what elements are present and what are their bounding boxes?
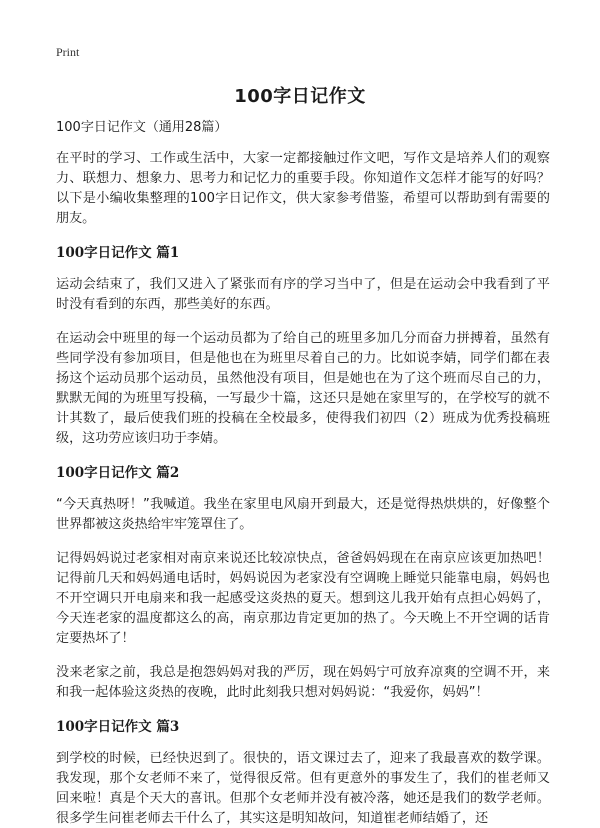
document-title: 100字日记作文 [234, 86, 366, 107]
print-link[interactable]: Print [56, 45, 80, 59]
paragraph: 在运动会中班里的每一个运动员都为了给自己的班里多加几分而奋力拼搏着，虽然有些同学没有参加项目，但是他也在为班里尽着自己的力。比如说李婧，同学们都在表扬这个运动员那个运动员，虽然他没有项目，但是她也在为了这个班而尽自己的力，默默无闻的为班里写投稿，一写最少十篇，这还只是她在家里写的，在学校写的就不计其数了，最后使我们班的投稿在全校最多，使得我们初四（2）班成为优秀投稿班级，这功劳应该归功于李婧。 [56, 331, 550, 446]
section-heading: 100字日记作文 篇3 [56, 719, 180, 735]
paragraph: “今天真热呀！”我喊道。我坐在家里电风扇开到最大，还是觉得热烘烘的，好像整个世界都被这炎热给牢牢笼罩住了。 [56, 497, 550, 532]
paragraph: 没来老家之前，我总是抱怨妈妈对我的严厉，现在妈妈宁可放弃凉爽的空调不开，来和我一起体验这炎热的夜晚，此时此刻我只想对妈妈说：“我爱你，妈妈”！ [56, 665, 550, 700]
section-heading: 100字日记作文 篇1 [56, 245, 180, 261]
document-body [56, 118, 550, 828]
intro-paragraph: 在平时的学习、工作或生活中，大家一定都接触过作文吧，写作文是培养人们的观察力、联想力、想象力、思考力和记忆力的重要手段。你知道作文怎样才能写的好吗？以下是小编收集整理的100字日记作文，供大家参考借鉴，希望可以帮助到有需要的朋友。 [56, 151, 550, 226]
document-subtitle: 100字日记作文（通用28篇） [56, 120, 228, 135]
section-heading: 100字日记作文 篇2 [56, 465, 180, 481]
paragraph: 运动会结束了，我们又进入了紧张而有序的学习当中了，但是在运动会中我看到了平时没有看到的东西，那些美好的东西。 [56, 277, 550, 312]
paragraph: 记得妈妈说过老家相对南京来说还比较凉快点，爸爸妈妈现在在南京应该更加热吧！记得前几天和妈妈通电话时，妈妈说因为老家没有空调晚上睡觉只能靠电扇，妈妈也不开空调只开电扇来和我一起感受这炎热的夏天。想到这儿我开始有点担心妈妈了，今天连老家的温度都这么的高，南京那边肯定更加的热了。今天晚上不开空调的话肯定要热坏了！ [56, 551, 550, 646]
paragraph: 到学校的时候，已经快迟到了。很快的，语文课过去了，迎来了我最喜欢的数学课。我发现，那个女老师不来了，觉得很反常。但有更意外的事发生了，我们的崔老师又回来啦！真是个天大的喜讯。但那个女老师并没有被冷落，她还是我们的数学老师。很多学生问崔老师去干什么了，其实这是明知故问，知道崔老师结婚了，还 [56, 751, 550, 826]
